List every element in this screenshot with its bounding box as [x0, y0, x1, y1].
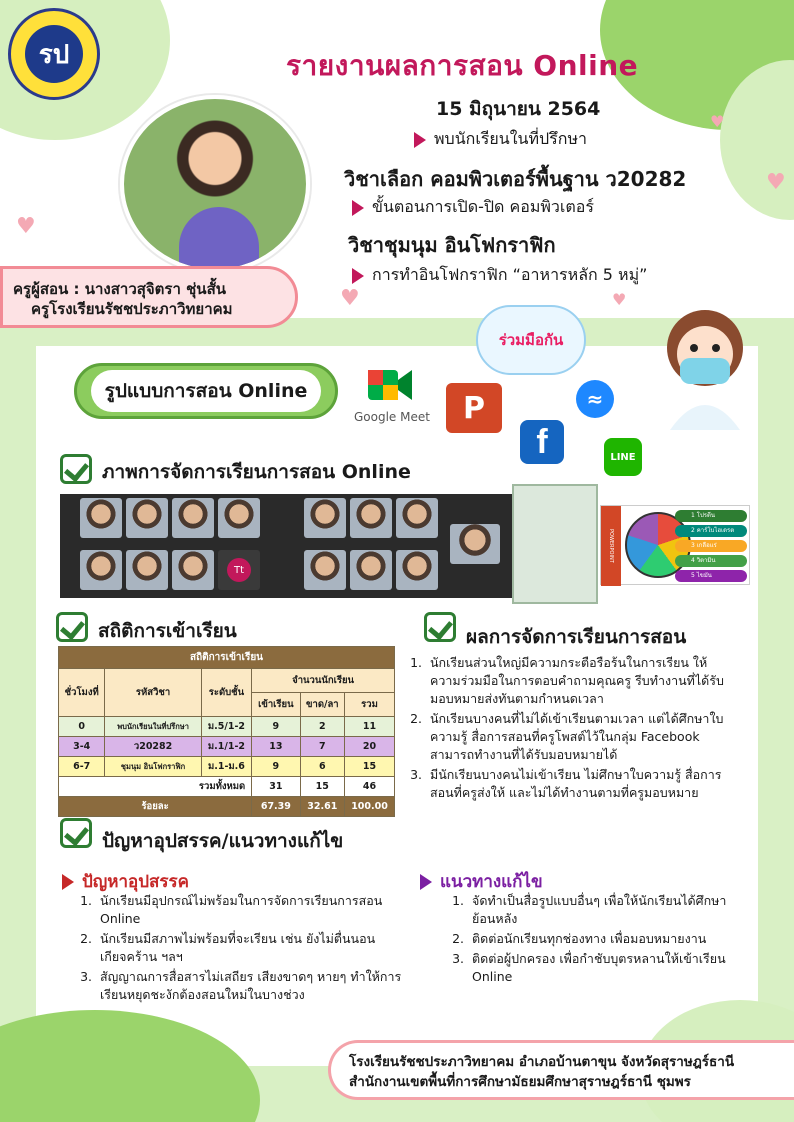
- infographic-slide: [600, 505, 750, 585]
- cell-sum-label: รวมทั้งหมด: [59, 777, 252, 797]
- list-item: 2. ติดต่อนักเรียนทุกช่องทาง เพื่อมอบหมายงาน: [468, 930, 730, 948]
- list-item: 3. สัญญาณการสื่อสารไม่เสถียร เสียงขาดๆ หายๆ ทำให้การเรียนหยุดชะงักต้องสอนใหม่ในบางช่วง: [96, 968, 404, 1004]
- col-level: ระดับชั้น: [201, 669, 251, 717]
- topic-computer: [352, 195, 594, 220]
- problems-list: [68, 892, 404, 1006]
- cell-total: 11: [345, 717, 395, 737]
- student-tile: [396, 550, 438, 590]
- cell-level: ม.5/1-2: [201, 717, 251, 737]
- messenger-icon: ≈: [576, 380, 614, 418]
- results-list: [398, 654, 736, 804]
- school-logo: [8, 8, 100, 100]
- heart-icon: ♥: [340, 286, 360, 311]
- slide-item: 2 คาร์โบไฮเดรต: [675, 525, 747, 537]
- list-item: 1. นักเรียนส่วนใหญ่มีความกระตือรือร้นในการเรียน ให้ความร่วมมือในการตอบคำถามคุณครู รีบทำงานที่ได้รับมอบหมายส่งทันตามกำหนดเวลา: [426, 654, 736, 708]
- list-item: 2. นักเรียนมีสภาพไม่พร้อมที่จะเรียน เช่น ยังไม่ตื่นนอน เกียจคร้าน ฯลฯ: [96, 930, 404, 966]
- student-tile: [396, 498, 438, 538]
- list-item: 2. นักเรียนบางคนที่ไม่ได้เข้าเรียนตามเวลา แต่ได้ศึกษาใบความรู้ สื่อการสอนที่ครูโพสต์ไว้ในกลุ่ม Facebook สามารถทำงานที่ได้รับมอบหมายได้: [426, 710, 736, 764]
- student-tile: [350, 498, 392, 538]
- topic-computer-text: ขั้นตอนการเปิด-ปิด คอมพิวเตอร์: [372, 197, 594, 216]
- student-tile: [80, 498, 122, 538]
- cell-absent: 6: [300, 757, 345, 777]
- student-tile: [172, 550, 214, 590]
- topic-advisory: [414, 127, 587, 152]
- topic-infographic-text: การทำอินโฟกราฟิก “อาหารหลัก 5 หมู่”: [372, 265, 648, 284]
- problems-title: [62, 868, 189, 895]
- student-tile: [126, 498, 168, 538]
- student-tile: [350, 550, 392, 590]
- cell-period: 0: [59, 717, 105, 737]
- attendance-table: [58, 646, 395, 817]
- slide-side-label: POWERPOINT: [601, 506, 621, 586]
- online-class-screenshot: [60, 494, 512, 598]
- student-tile: [450, 524, 500, 564]
- section-stats-heading: สถิติการเข้าเรียน: [98, 620, 237, 642]
- section-results-heading: ผลการจัดการเรียนการสอน: [466, 626, 687, 648]
- teacher-info: [0, 266, 298, 328]
- checkmark-icon: [424, 612, 456, 642]
- cell-present: 67.39: [252, 797, 300, 817]
- cell-absent: 7: [300, 737, 345, 757]
- footer-school: โรงเรียนรัชชประภาวิทยาคม อำเภอบ้านตาขุน จังหวัดสุราษฎร์ธานี: [349, 1054, 735, 1070]
- col-total: รวม: [345, 693, 395, 717]
- solutions-title: [420, 868, 543, 895]
- list-item: 1. นักเรียนมีอุปกรณ์ไม่พร้อมในการจัดการเรียนการสอน Online: [96, 892, 404, 928]
- phone-screenshot: [512, 484, 598, 604]
- topic-infographic: [352, 263, 647, 288]
- student-tile: [80, 550, 122, 590]
- teaching-format-badge: [74, 363, 338, 419]
- cell-period: 6-7: [59, 757, 105, 777]
- heart-icon: ♥: [16, 214, 36, 239]
- problems-title-text: ปัญหาอุปสรรค: [82, 872, 190, 892]
- cell-total: 20: [345, 737, 395, 757]
- cell-code: ว20282: [105, 737, 201, 757]
- teacher-photo: [120, 95, 310, 273]
- checkmark-icon: [60, 818, 92, 848]
- google-meet-label: Google Meet: [354, 410, 430, 424]
- slide-item: 1 โปรตีน: [675, 510, 747, 522]
- triangle-bullet-icon: [414, 132, 426, 148]
- student-tile: [218, 498, 260, 538]
- table-caption: สถิติการเข้าเรียน: [59, 647, 395, 669]
- teacher-photo-shirt: [179, 207, 259, 273]
- cell-period: 3-4: [59, 737, 105, 757]
- checkmark-icon: [60, 454, 92, 484]
- heart-icon: ♥: [766, 170, 786, 195]
- list-item: 1. จัดทำเป็นสื่อรูปแบบอื่นๆ เพื่อให้นักเรียนได้ศึกษาย้อนหลัง: [468, 892, 730, 928]
- col-period: ชั่วโมงที่: [59, 669, 105, 717]
- cell-code: ชุมนุม อินโฟกราฟิก: [105, 757, 201, 777]
- cell-percent-label: ร้อยละ: [59, 797, 252, 817]
- table-row: [59, 757, 395, 777]
- triangle-bullet-icon: [420, 874, 432, 890]
- slide-item: 4 วิตามิน: [675, 555, 747, 567]
- table-row-sum: [59, 777, 395, 797]
- heart-icon: ♥: [612, 290, 627, 309]
- section-problems-heading: ปัญหาอุปสรรค/แนวทางแก้ไข: [102, 830, 344, 852]
- col-code: รหัสวิชา: [105, 669, 201, 717]
- checkmark-icon: [56, 612, 88, 642]
- col-count: จำนวนนักเรียน: [252, 669, 395, 693]
- triangle-bullet-icon: [62, 874, 74, 890]
- cell-level: ม.1/1-2: [201, 737, 251, 757]
- cell-total: 15: [345, 757, 395, 777]
- cell-present: 9: [252, 757, 300, 777]
- cell-absent: 32.61: [300, 797, 345, 817]
- heart-icon: ♥: [710, 112, 725, 131]
- cooperation-cloud: ร่วมมือกัน: [476, 305, 586, 375]
- list-item: 3. ติดต่อผู้ปกครอง เพื่อกำชับบุตรหลานให้เข้าเรียน Online: [468, 950, 730, 986]
- col-absent: ขาด/ลา: [300, 693, 345, 717]
- page-title: รายงานผลการสอน Online: [286, 49, 639, 82]
- solutions-title-text: แนวทางแก้ไข: [440, 872, 543, 892]
- cell-absent: 15: [300, 777, 345, 797]
- google-meet-icon: [366, 366, 416, 404]
- report-date: 15 มิถุนายน 2564: [436, 98, 601, 120]
- nurse-illustration: [650, 300, 760, 430]
- cell-total: 100.00: [345, 797, 395, 817]
- cell-absent: 2: [300, 717, 345, 737]
- slide-item: 3 เกลือแร่: [675, 540, 747, 552]
- solutions-list: [440, 892, 730, 988]
- list-item: 3. มีนักเรียนบางคนไม่เข้าเรียน ไม่ศึกษาใบความรู้ สื่อการสอนที่ครูส่งให้ และไม่ได้ทำงานตามที่ครูมอบหมาย: [426, 766, 736, 802]
- cell-present: 9: [252, 717, 300, 737]
- subject-infographic: วิชาชุมนุม อินโฟกราฟิก: [348, 233, 556, 257]
- teacher-name: ครูผู้สอน : นางสาวสุจิตรา ชุ่นสั้น: [13, 280, 226, 298]
- student-tile: [218, 550, 260, 590]
- cell-present: 13: [252, 737, 300, 757]
- cell-present: 31: [252, 777, 300, 797]
- slide-item: 5 ไขมัน: [675, 570, 747, 582]
- school-logo-emblem: รป: [25, 25, 83, 83]
- table-row: [59, 717, 395, 737]
- student-tile: [304, 498, 346, 538]
- table-row: [59, 737, 395, 757]
- cell-total: 46: [345, 777, 395, 797]
- student-tile: [172, 498, 214, 538]
- cell-level: ม.1-ม.6: [201, 757, 251, 777]
- col-present: เข้าเรียน: [252, 693, 300, 717]
- footer-school-info: [328, 1040, 794, 1100]
- avatar: Tt: [227, 558, 251, 582]
- section-photos-heading: ภาพการจัดการเรียนการสอน Online: [102, 461, 411, 483]
- footer-office: สำนักงานเขตพื้นที่การศึกษามัธยมศึกษาสุราษฎร์ธานี ชุมพร: [349, 1074, 691, 1090]
- line-icon: LINE: [604, 438, 642, 476]
- triangle-bullet-icon: [352, 200, 364, 216]
- powerpoint-icon: P: [446, 383, 502, 433]
- cell-code: พบนักเรียนในที่ปรึกษา: [105, 717, 201, 737]
- triangle-bullet-icon: [352, 268, 364, 284]
- subject-computer: วิชาเลือก คอมพิวเตอร์พื้นฐาน ว20282: [344, 167, 687, 191]
- topic-advisory-text: พบนักเรียนในที่ปรึกษา: [434, 129, 587, 148]
- teacher-school: ครูโรงเรียนรัชชประภาวิทยาคม: [31, 300, 233, 318]
- student-tile: [304, 550, 346, 590]
- student-tile: [126, 550, 168, 590]
- table-row-percent: [59, 797, 395, 817]
- facebook-icon: f: [520, 420, 564, 464]
- teaching-format-label: รูปแบบการสอน Online: [91, 370, 322, 412]
